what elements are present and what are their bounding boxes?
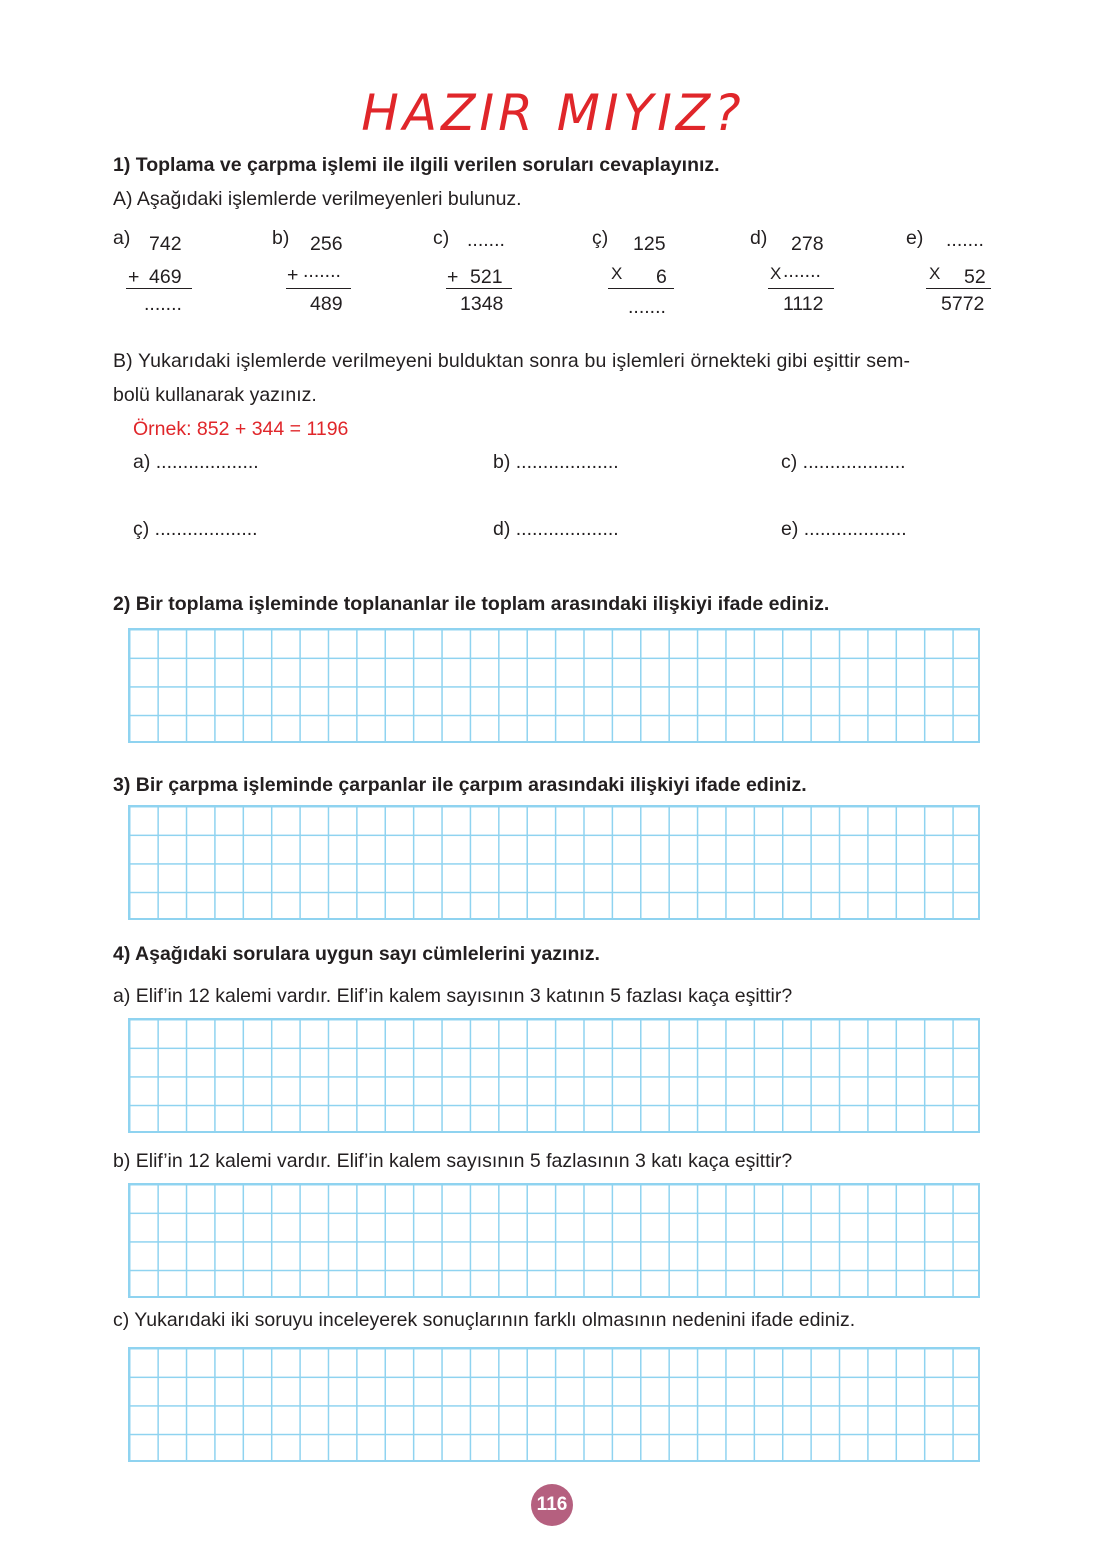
q1-part-b-line1: B) Yukarıdaki işlemlerde verilmeyeni bulduktan sonra bu işlemleri örnekteki gibi eşittir sem- (113, 350, 911, 372)
problem-c-rule (446, 288, 512, 289)
problem-c-result: 1348 (460, 293, 504, 315)
problem-cc-label: ç) (592, 227, 609, 249)
problem-e-rule (926, 288, 991, 289)
problem-e-second: 52 (964, 266, 986, 288)
page-number-badge: 116 (531, 1484, 573, 1526)
problem-cc-rule (608, 288, 674, 289)
answer-d[interactable]: d) ................... (493, 518, 619, 540)
q3-heading: 3) Bir çarpma işleminde çarpanlar ile çarpım arasındaki ilişkiyi ifade ediniz. (113, 774, 807, 796)
problem-b-top: 256 (310, 233, 343, 255)
problem-a-second: 469 (149, 266, 182, 288)
q4-b-answer-grid[interactable] (128, 1183, 980, 1298)
answer-cc[interactable]: ç) ................... (133, 518, 258, 540)
problem-d-second: ....... (783, 260, 821, 282)
q4-a-answer-grid[interactable] (128, 1018, 980, 1133)
q4-c-text: c) Yukarıdaki iki soruyu inceleyerek sonuçlarının farklı olmasının nedenini ifade ediniz. (113, 1309, 856, 1331)
answer-c[interactable]: c) ................... (781, 451, 906, 473)
q2-answer-grid[interactable] (128, 628, 980, 743)
problem-c-top: ....... (467, 229, 505, 251)
answer-a[interactable]: a) ................... (133, 451, 259, 473)
q3-answer-grid[interactable] (128, 805, 980, 920)
page-title: HAZIR MIYIZ? (361, 84, 745, 142)
problem-cc-op: X (611, 264, 623, 283)
problem-cc-top: 125 (633, 233, 666, 255)
example-text: Örnek: 852 + 344 = 1196 (133, 418, 349, 440)
problem-b-op: + (287, 264, 299, 286)
problem-cc-result: ....... (628, 296, 666, 318)
problem-c-op: + (447, 266, 459, 288)
q4-a-text: a) Elif’in 12 kalemi vardır. Elif’in kalem sayısının 3 katının 5 fazlası kaça eşittir? (113, 985, 793, 1007)
problem-c-second: 521 (470, 266, 503, 288)
problem-a-op: + (128, 266, 140, 288)
q4-b-text: b) Elif’in 12 kalemi vardır. Elif’in kalem sayısının 5 fazlasının 3 katı kaça eşittir? (113, 1150, 793, 1172)
q1-part-b-line2: bolü kullanarak yazınız. (113, 384, 317, 406)
problem-b-rule (286, 288, 351, 289)
q2-heading: 2) Bir toplama işleminde toplananlar ile toplam arasındaki ilişkiyi ifade ediniz. (113, 593, 830, 615)
problem-d-rule (768, 288, 834, 289)
problem-e-top: ....... (946, 229, 984, 251)
problem-d-op: X (770, 264, 782, 283)
q4-heading: 4) Aşağıdaki sorulara uygun sayı cümlelerini yazınız. (113, 943, 600, 965)
problem-a-rule (126, 288, 192, 289)
problem-a-result: ....... (144, 293, 182, 315)
problem-d-top: 278 (791, 233, 824, 255)
problem-e-label: e) (906, 227, 924, 249)
problem-c-label: c) (433, 227, 450, 249)
q1-part-a: A) Aşağıdaki işlemlerde verilmeyenleri bulunuz. (113, 188, 522, 210)
problem-cc-second: 6 (656, 266, 667, 288)
problem-b-second: ....... (303, 260, 341, 282)
answer-b[interactable]: b) ................... (493, 451, 619, 473)
problem-d-result: 1112 (783, 293, 824, 315)
problem-a-label: a) (113, 227, 131, 249)
problem-a-top: 742 (149, 233, 182, 255)
problem-e-result: 5772 (941, 293, 985, 315)
q4-c-answer-grid[interactable] (128, 1347, 980, 1462)
problem-d-label: d) (750, 227, 768, 249)
problem-b-result: 489 (310, 293, 343, 315)
q1-heading: 1) Toplama ve çarpma işlemi ile ilgili verilen soruları cevaplayınız. (113, 154, 720, 176)
problem-e-op: X (929, 264, 941, 283)
problem-b-label: b) (272, 227, 290, 249)
answer-e[interactable]: e) ................... (781, 518, 907, 540)
